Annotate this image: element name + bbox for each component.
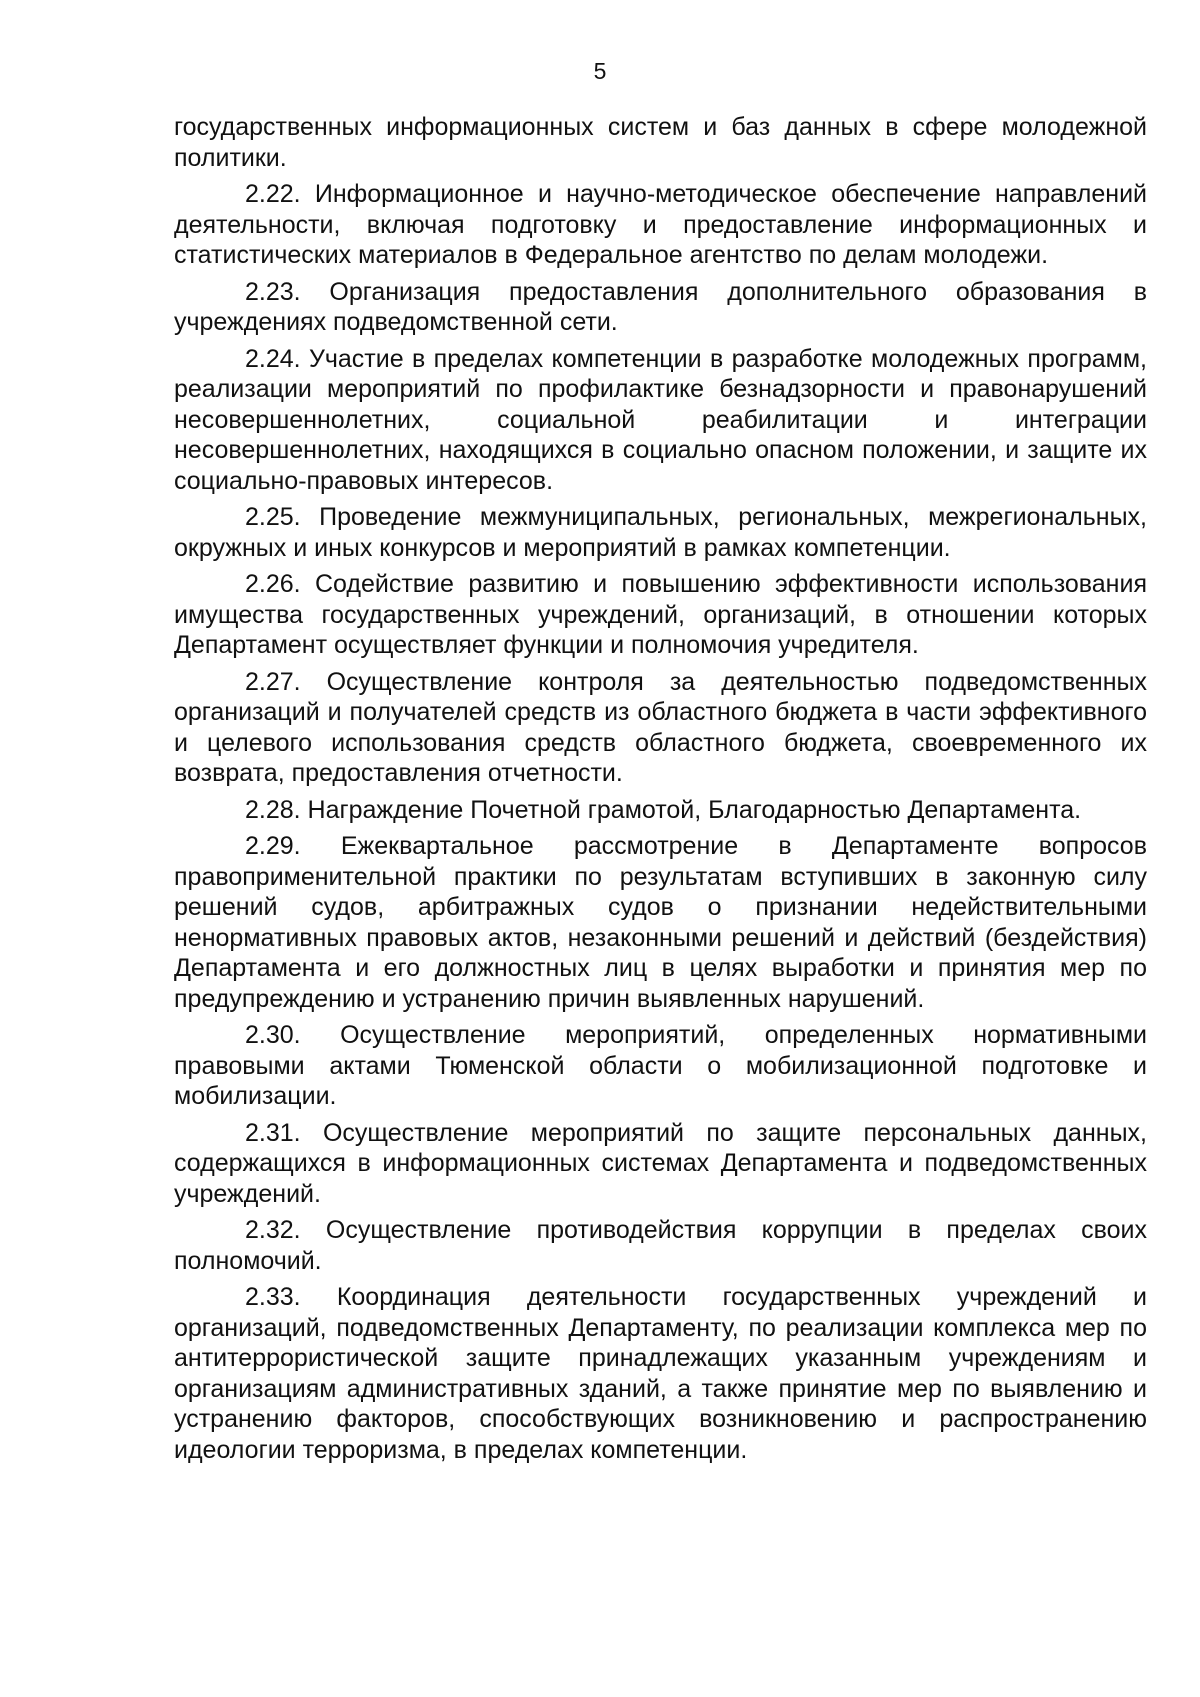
paragraph-continuation: государственных информационных систем и баз данных в сфере молодежной политики. xyxy=(174,113,1147,172)
paragraph-2-24: 2.24. Участие в пределах компетенции в разработке молодежных программ, реализации мероприятий по профилактике безнадзорности и правонарушений несовершеннолетних, социальной реабилитации и интеграции несовершеннолетних, находящихся в социально опасном положении, и защите их социально-правовых интересов. xyxy=(174,344,1147,495)
paragraph-2-29: 2.29. Ежеквартальное рассмотрение в Департаменте вопросов правоприменительной практики по результатам вступивших в законную силу решений судов, арбитражных судов о признании недействительными ненормативных правовых актов, незаконными решений и действий (бездействия) Департамента и его должностных лиц в целях выработки и принятия мер по предупреждению и устранению причин выявленных нарушений. xyxy=(174,832,1147,1013)
paragraph-2-31: 2.31. Осуществление мероприятий по защите персональных данных, содержащихся в информационных системах Департамента и подведомственных учреждений. xyxy=(174,1118,1147,1208)
paragraph-2-33: 2.33. Координация деятельности государственных учреждений и организаций, подведомственных Департаменту, по реализации комплекса мер по антитеррористической защите принадлежащих указанным учреждениям и организациям административных зданий, а также принятие мер по выявлению и устранению факторов, способствующих возникновению и распространению идеологии терроризма, в пределах компетенции. xyxy=(174,1283,1147,1464)
paragraph-2-23: 2.23. Организация предоставления дополнительного образования в учреждениях подведомственной сети. xyxy=(174,277,1147,336)
paragraph-2-30: 2.30. Осуществление мероприятий, определенных нормативными правовыми актами Тюменской области о мобилизационной подготовке и мобилизации. xyxy=(174,1021,1147,1110)
page-number: 5 xyxy=(593,58,607,84)
paragraph-2-27: 2.27. Осуществление контроля за деятельностью подведомственных организаций и получателей средств из областного бюджета в части эффективного и целевого использования средств областного бюджета, своевременного их возврата, предоставления отчетности. xyxy=(174,667,1147,787)
paragraph-2-26: 2.26. Содействие развитию и повышению эффективности использования имущества государственных учреждений, организаций, в отношении которых Департамент осуществляет функции и полномочия учредителя. xyxy=(174,570,1147,659)
paragraph-2-22: 2.22. Информационное и научно-методическое обеспечение направлений деятельности, включая подготовку и предоставление информационных и статистических материалов в Федеральное агентство по делам молодежи. xyxy=(174,180,1147,269)
paragraph-2-32: 2.32. Осуществление противодействия коррупции в пределах своих полномочий. xyxy=(174,1216,1147,1275)
paragraph-2-25: 2.25. Проведение межмуниципальных, региональных, межрегиональных, окружных и иных конкурсов и мероприятий в рамках компетенции. xyxy=(174,503,1147,562)
paragraph-2-28: 2.28. Награждение Почетной грамотой, Благодарностью Департамента. xyxy=(245,795,1082,824)
document-body xyxy=(174,112,1147,1471)
